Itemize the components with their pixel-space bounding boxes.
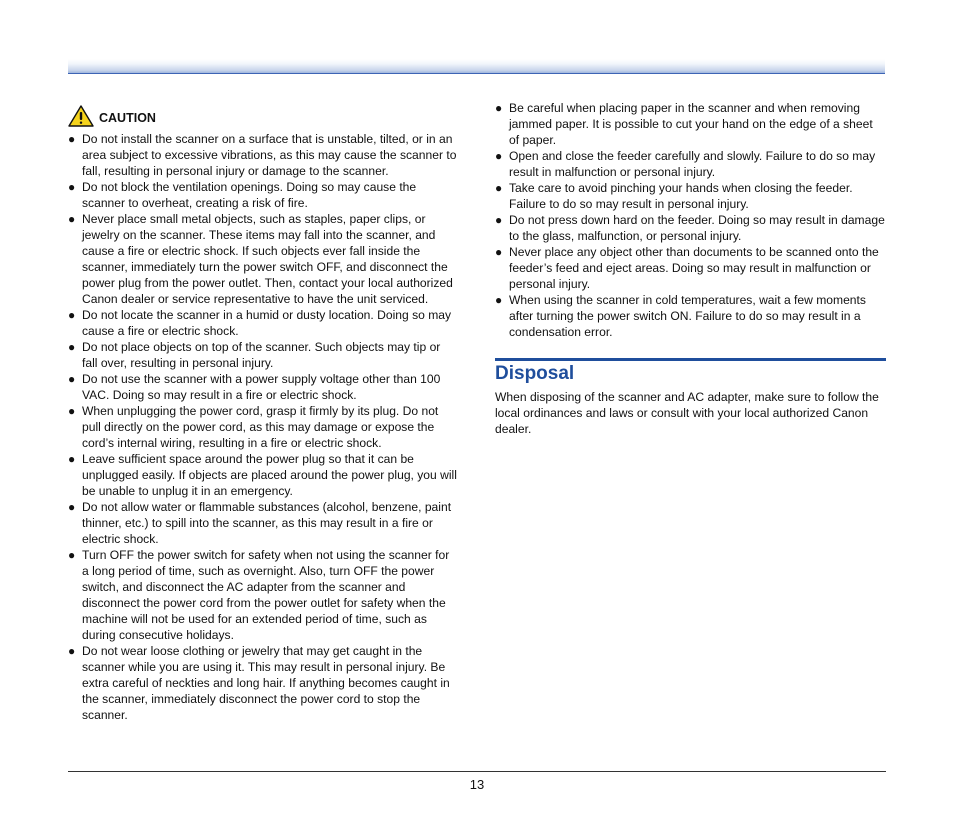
list-item bbox=[495, 180, 886, 212]
list-item bbox=[495, 244, 886, 292]
bullet-icon: ● bbox=[68, 404, 76, 418]
list-item bbox=[68, 307, 458, 339]
bullet-icon: ● bbox=[68, 340, 76, 354]
list-item bbox=[68, 211, 458, 307]
footer-rule bbox=[68, 771, 886, 772]
list-item-text: When unplugging the power cord, grasp it firmly by its plug. Do not pull directly on the power cord, as this may damage or expose the cord’s internal wiring, resulting in a fire or electric shock. bbox=[82, 404, 439, 450]
bullet-icon: ● bbox=[68, 132, 76, 146]
warning-triangle-icon bbox=[68, 105, 94, 127]
caution-heading bbox=[68, 104, 156, 128]
list-item-text: Turn OFF the power switch for safety when not using the scanner for a long period of time, such as overnight. Also, turn OFF the power switch, and disconnect the AC adapter from the scanner and disconnect the power cord from the power outlet for safety when the machine will not be used for an extended period of time, such as during consecutive holidays. bbox=[82, 548, 450, 642]
list-item-text: Leave sufficient space around the power plug so that it can be unplugged easily. If objects are placed around the power plug, you will be unable to unplug it in an emergency. bbox=[82, 452, 457, 498]
header-rule bbox=[68, 59, 885, 74]
list-item bbox=[68, 547, 458, 643]
list-item-text: Do not locate the scanner in a humid or dusty location. Doing so may cause a fire or electric shock. bbox=[82, 308, 452, 338]
disposal-body: When disposing of the scanner and AC adapter, make sure to follow the local ordinances and laws or consult with your local authorized Canon dealer. bbox=[495, 390, 879, 436]
list-item-text: Do not press down hard on the feeder. Doing so may result in damage to the glass, malfunction, or personal injury. bbox=[509, 213, 885, 243]
bullet-icon: ● bbox=[495, 245, 503, 259]
disposal-heading: Disposal bbox=[495, 363, 575, 384]
bullet-icon: ● bbox=[68, 500, 76, 514]
list-item-text: Do not wear loose clothing or jewelry that may get caught in the scanner while you are using it. This may result in personal injury. Be extra careful of neckties and long hair. If anything becomes caught in the scanner, immediately disconnect the power cord to stop the scanner. bbox=[82, 644, 450, 722]
disposal-section-rule bbox=[495, 358, 886, 361]
list-item-text: Be careful when placing paper in the scanner and when removing jammed paper. It is possible to cut your hand on the edge of a sheet of paper. bbox=[509, 101, 873, 147]
list-item bbox=[68, 371, 458, 403]
list-item bbox=[495, 212, 886, 244]
bullet-icon: ● bbox=[495, 149, 503, 163]
list-item-text: Take care to avoid pinching your hands when closing the feeder. Failure to do so may result in personal injury. bbox=[509, 181, 853, 211]
list-item bbox=[68, 451, 458, 499]
list-item-text: Do not allow water or flammable substances (alcohol, benzene, paint thinner, etc.) to spill into the scanner, as this may result in a fire or electric shock. bbox=[82, 500, 452, 546]
list-item-text: When using the scanner in cold temperatures, wait a few moments after turning the power switch ON. Failure to do so may result in a condensation error. bbox=[509, 293, 866, 339]
page-number: 13 bbox=[469, 777, 485, 792]
list-item bbox=[68, 339, 458, 371]
bullet-icon: ● bbox=[495, 181, 503, 195]
bullet-icon: ● bbox=[495, 293, 503, 307]
list-item-text: Do not block the ventilation openings. Doing so may cause the scanner to overheat, creating a risk of fire. bbox=[82, 180, 417, 210]
bullet-icon: ● bbox=[68, 644, 76, 658]
list-item-text: Never place small metal objects, such as staples, paper clips, or jewelry on the scanner. These items may fall into the scanner, and cause a fire or electric shock. If such objects ever fall inside the scanner, immediately turn the power switch OFF, and disconnect the power plug from the power outlet. Then, contact your local authorized Canon dealer or service representative to have the unit serviced. bbox=[82, 212, 453, 306]
caution-list-left bbox=[68, 131, 458, 723]
list-item bbox=[68, 403, 458, 451]
list-item-text: Do not install the scanner on a surface that is unstable, tilted, or in an area subject to excessive vibrations, as this may cause the scanner to fall, resulting in personal injury or damage to the scanner. bbox=[82, 132, 457, 178]
list-item-text: Open and close the feeder carefully and slowly. Failure to do so may result in malfunction or personal injury. bbox=[509, 149, 876, 179]
caution-list-right bbox=[495, 100, 886, 340]
list-item-text: Do not place objects on top of the scanner. Such objects may tip or fall over, resulting in personal injury. bbox=[82, 340, 441, 370]
bullet-icon: ● bbox=[495, 213, 503, 227]
caution-label: CAUTION bbox=[99, 110, 156, 125]
bullet-icon: ● bbox=[68, 372, 76, 386]
list-item bbox=[68, 131, 458, 179]
list-item bbox=[68, 499, 458, 547]
list-item-text: Never place any object other than documents to be scanned onto the feeder’s feed and eject areas. Doing so may result in malfunction or personal injury. bbox=[509, 245, 879, 291]
bullet-icon: ● bbox=[68, 548, 76, 562]
bullet-icon: ● bbox=[68, 180, 76, 194]
list-item-text: Do not use the scanner with a power supply voltage other than 100 VAC. Doing so may result in a fire or electric shock. bbox=[82, 372, 441, 402]
list-item bbox=[495, 100, 886, 148]
list-item bbox=[68, 643, 458, 723]
bullet-icon: ● bbox=[68, 452, 76, 466]
list-item bbox=[495, 292, 886, 340]
bullet-icon: ● bbox=[68, 308, 76, 322]
list-item bbox=[495, 148, 886, 180]
bullet-icon: ● bbox=[495, 101, 503, 115]
list-item bbox=[68, 179, 458, 211]
bullet-icon: ● bbox=[68, 212, 76, 226]
